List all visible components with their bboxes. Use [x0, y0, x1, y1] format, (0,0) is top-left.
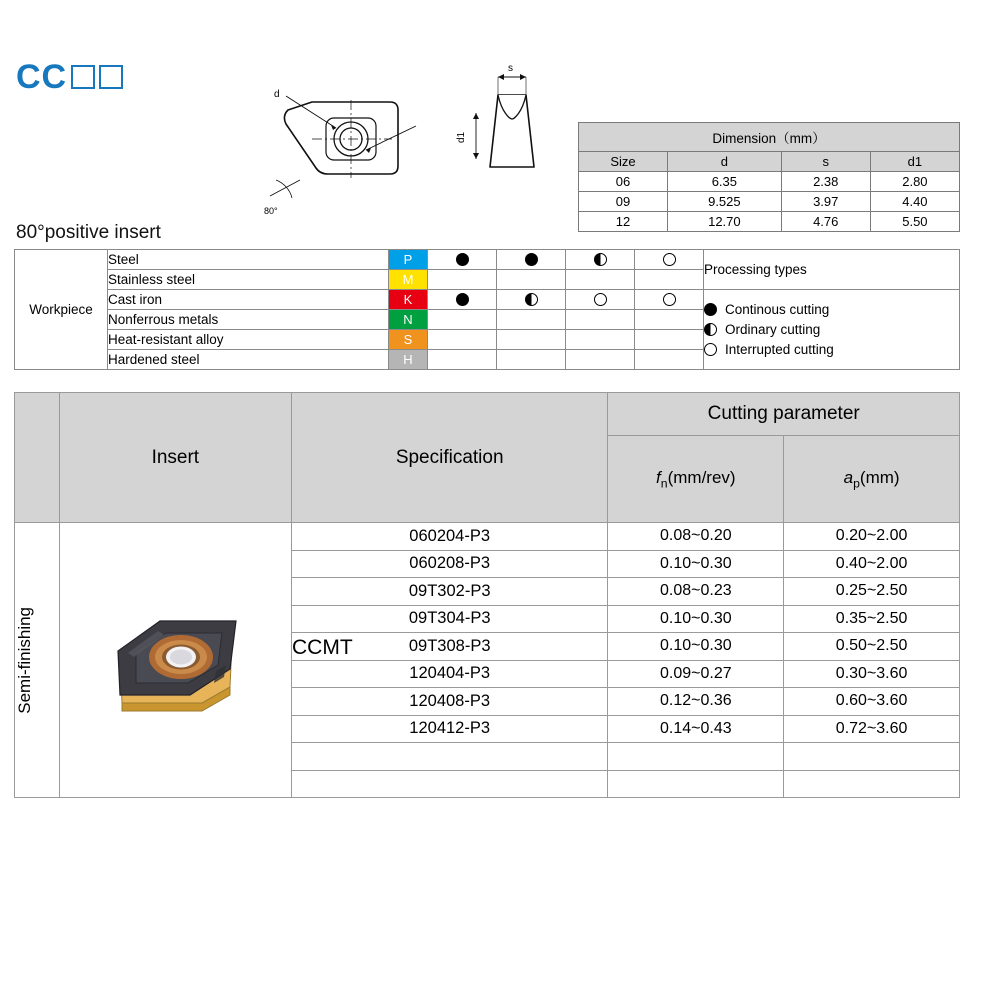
legend-cell	[704, 290, 960, 370]
dim-cell-d: 6.35	[668, 172, 782, 192]
dim-col-size: Size	[579, 152, 668, 172]
dim-cell-d1: 5.50	[870, 212, 959, 232]
legend-label: Interrupted cutting	[725, 341, 834, 357]
continuous-cutting-icon	[456, 293, 469, 306]
fn-value: 0.08~0.20	[608, 523, 784, 551]
dim-cell-d: 9.525	[668, 192, 782, 212]
cutting-parameter-header: Cutting parameter	[608, 393, 960, 436]
material-code-s: S	[389, 330, 428, 350]
table-row	[15, 250, 960, 270]
insert-image-cell	[59, 523, 291, 798]
spec-value: 120408-P3	[291, 688, 607, 716]
dim-cell-d1: 2.80	[870, 172, 959, 192]
ap-value: 0.72~3.60	[784, 715, 960, 743]
ap-value: 0.25~2.50	[784, 578, 960, 606]
insert-family-label: CCMT	[292, 636, 353, 659]
mark-cell	[566, 310, 635, 330]
fn-value-empty	[608, 743, 784, 771]
ordinary-cutting-icon	[594, 253, 607, 266]
ap-subscript: p	[853, 476, 860, 491]
fn-value: 0.10~0.30	[608, 605, 784, 633]
logo-square-2	[99, 65, 123, 89]
dim-cell-s: 3.97	[781, 192, 870, 212]
dimension-table	[578, 122, 960, 232]
logo-text: CC	[16, 58, 68, 96]
mark-cell	[428, 310, 497, 330]
ap-value-empty	[784, 743, 960, 771]
dim-cell-size: 09	[579, 192, 668, 212]
insert-header: Insert	[59, 393, 291, 523]
mark-cell	[428, 290, 497, 310]
group-label: Semi-finishing	[15, 606, 34, 714]
dim-col-d1: d1	[870, 152, 959, 172]
ordinary-cutting-icon	[704, 323, 717, 336]
ap-header	[784, 436, 960, 523]
mark-cell	[497, 330, 566, 350]
main-table-header-row-1	[15, 393, 960, 436]
dim-cell-d1: 4.40	[870, 192, 959, 212]
ap-symbol: a	[843, 467, 854, 487]
logo-square-1	[71, 65, 95, 89]
table-row	[15, 290, 960, 310]
spec-value: 09T302-P3	[291, 578, 607, 606]
ordinary-cutting-icon	[525, 293, 538, 306]
continuous-cutting-icon	[456, 253, 469, 266]
label-angle: 80°	[264, 206, 278, 216]
fn-unit: (mm/rev)	[667, 467, 736, 487]
legend-item	[704, 340, 959, 360]
fn-value: 0.14~0.43	[608, 715, 784, 743]
dim-cell-s: 4.76	[781, 212, 870, 232]
ap-value-empty	[784, 770, 960, 798]
table-row	[579, 172, 960, 192]
material-code-m: M	[389, 270, 428, 290]
table-row	[15, 523, 960, 551]
table-row	[579, 212, 960, 232]
material-code-n: N	[389, 310, 428, 330]
mark-cell	[566, 350, 635, 370]
interrupted-cutting-icon	[704, 343, 717, 356]
mark-cell	[635, 350, 704, 370]
mark-cell	[566, 290, 635, 310]
material-code-k: K	[389, 290, 428, 310]
mark-cell	[635, 270, 704, 290]
spec-value: 060208-P3	[291, 550, 607, 578]
dim-col-d: d	[668, 152, 782, 172]
cutting-parameter-table	[14, 392, 960, 798]
fn-subscript: n	[660, 476, 668, 491]
interrupted-cutting-icon	[663, 293, 676, 306]
insert-side-view-drawing	[450, 55, 560, 220]
spec-value: 09T304-P3	[291, 605, 607, 633]
mark-cell	[566, 330, 635, 350]
mark-cell	[497, 290, 566, 310]
material-name: Steel	[108, 250, 389, 270]
label-d1: d1	[456, 131, 467, 143]
dim-cell-size: 12	[579, 212, 668, 232]
workpiece-table	[14, 249, 960, 370]
fn-header	[608, 436, 784, 523]
spec-value: 060204-P3	[291, 523, 607, 551]
mark-cell	[635, 330, 704, 350]
page-subtitle: 80°positive insert	[16, 222, 161, 243]
ap-value: 0.35~2.50	[784, 605, 960, 633]
group-header-cell	[15, 393, 60, 523]
legend-item	[704, 300, 959, 320]
workpiece-section	[14, 249, 960, 370]
material-name: Nonferrous metals	[108, 310, 389, 330]
interrupted-cutting-icon	[594, 293, 607, 306]
material-code-p: P	[389, 250, 428, 270]
spec-value: 09T308-P3	[291, 633, 607, 661]
mark-cell	[428, 330, 497, 350]
mark-cell	[428, 270, 497, 290]
dim-cell-size: 06	[579, 172, 668, 192]
mark-cell	[428, 250, 497, 270]
dimension-table-title-row	[579, 123, 960, 152]
spec-value: 120412-P3	[291, 715, 607, 743]
spec-value-empty	[291, 743, 607, 771]
group-label-cell	[15, 523, 60, 798]
ap-value: 0.60~3.60	[784, 688, 960, 716]
continuous-cutting-icon	[525, 253, 538, 266]
fn-value: 0.08~0.23	[608, 578, 784, 606]
fn-value: 0.09~0.27	[608, 660, 784, 688]
label-s: s	[508, 63, 513, 74]
ap-unit: (mm)	[859, 467, 900, 487]
ap-value: 0.50~2.50	[784, 633, 960, 661]
fn-value: 0.12~0.36	[608, 688, 784, 716]
ap-value: 0.30~3.60	[784, 660, 960, 688]
mark-cell	[566, 250, 635, 270]
dim-cell-d: 12.70	[668, 212, 782, 232]
mark-cell	[497, 270, 566, 290]
legend-label: Ordinary cutting	[725, 321, 821, 337]
fn-value-empty	[608, 770, 784, 798]
product-logo	[16, 60, 123, 94]
processing-types-title: Processing types	[704, 250, 960, 290]
material-code-h: H	[389, 350, 428, 370]
material-name: Stainless steel	[108, 270, 389, 290]
material-name: Heat-resistant alloy	[108, 330, 389, 350]
fn-value: 0.10~0.30	[608, 550, 784, 578]
dim-col-s: s	[781, 152, 870, 172]
spec-value-empty	[291, 770, 607, 798]
ap-value: 0.20~2.00	[784, 523, 960, 551]
mark-cell	[566, 270, 635, 290]
material-name: Hardened steel	[108, 350, 389, 370]
spec-value: 120404-P3	[291, 660, 607, 688]
insert-front-view-drawing	[240, 80, 440, 220]
continuous-cutting-icon	[704, 303, 717, 316]
mark-cell	[497, 250, 566, 270]
fn-symbol: f	[656, 467, 661, 487]
mark-cell	[497, 350, 566, 370]
mark-cell	[428, 350, 497, 370]
fn-value: 0.10~0.30	[608, 633, 784, 661]
workpiece-label: Workpiece	[15, 250, 108, 370]
legend-label: Continous cutting	[725, 301, 830, 317]
dimension-table-header-row	[579, 152, 960, 172]
dimension-table-title: Dimension（mm）	[579, 123, 960, 152]
label-d: d	[274, 89, 280, 100]
mark-cell	[497, 310, 566, 330]
mark-cell	[635, 290, 704, 310]
material-name: Cast iron	[108, 290, 389, 310]
mark-cell	[635, 310, 704, 330]
interrupted-cutting-icon	[663, 253, 676, 266]
ap-value: 0.40~2.00	[784, 550, 960, 578]
legend-item	[704, 320, 959, 340]
dim-cell-s: 2.38	[781, 172, 870, 192]
insert-photo	[90, 591, 260, 726]
specification-header: Specification	[291, 393, 607, 523]
mark-cell	[635, 250, 704, 270]
table-row	[579, 192, 960, 212]
